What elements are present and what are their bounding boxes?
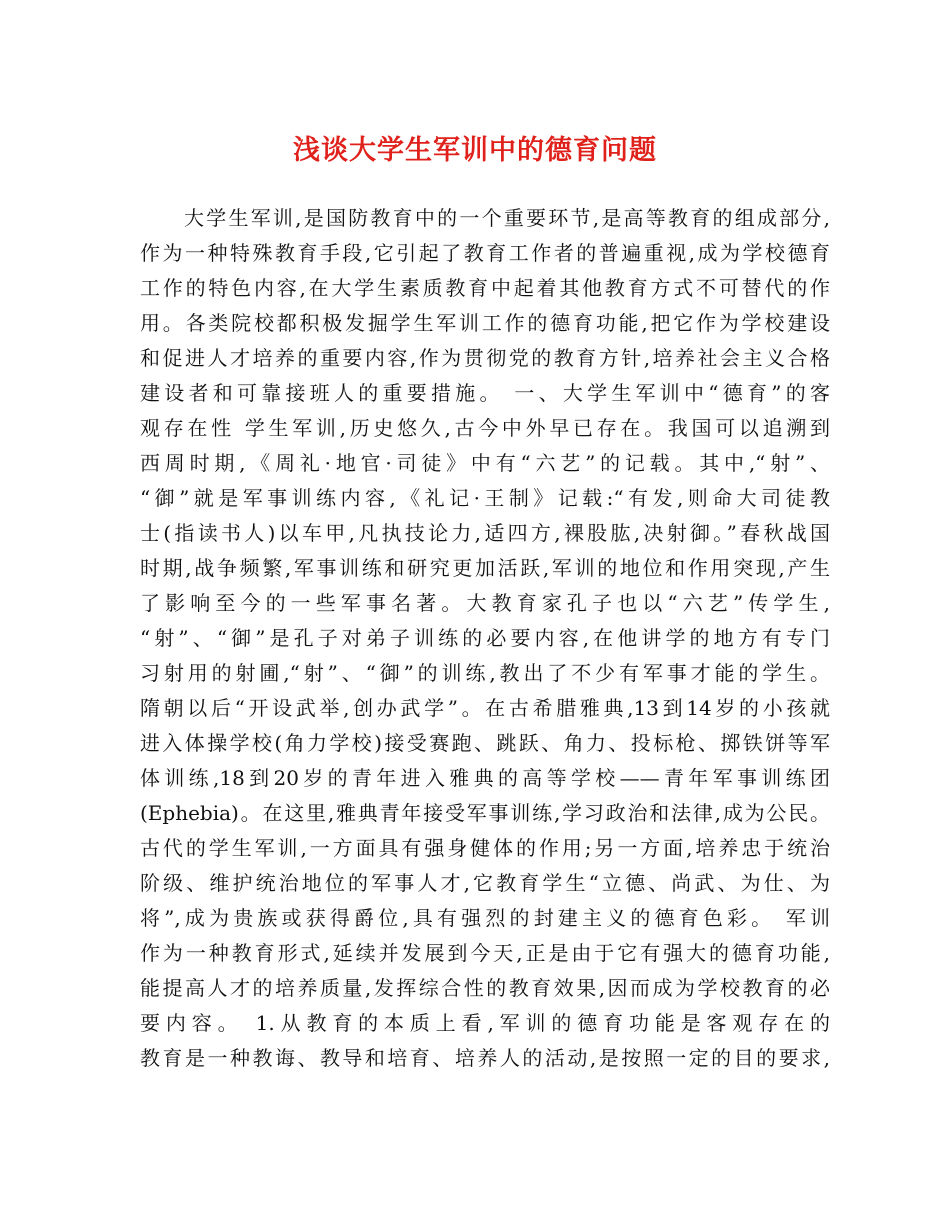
text-line: 隋朝以后“开设武举,创办武学”。在古希腊雅典,13到14岁的小孩就 [140, 696, 830, 720]
text-line: 古代的学生军训,一方面具有强身健体的作用;另一方面,培养忠于统治 [140, 836, 830, 860]
text-line: 建设者和可靠接班人的重要措施。 一、大学生军训中“德育”的客 [140, 381, 830, 405]
text-line: (Ephebia)。在这里,雅典青年接受军事训练,学习政治和法律,成为公民。 [140, 801, 830, 825]
text-line: 教育是一种教诲、教导和培育、培养人的活动,是按照一定的目的要求, [140, 1046, 830, 1070]
text-line: 观存在性 学生军训,历史悠久,古今中外早已存在。我国可以追溯到 [140, 416, 830, 440]
text-line: 了影响至今的一些军事名著。大教育家孔子也以“六艺”传学生, [140, 591, 830, 615]
text-line: “御”就是军事训练内容,《礼记·王制》记载:“有发,则命大司徒教 [140, 486, 830, 510]
text-line: 要内容。 1.从教育的本质上看,军训的德育功能是客观存在的 [140, 1011, 830, 1035]
text-line: 作为一种特殊教育手段,它引起了教育工作者的普遍重视,成为学校德育 [140, 241, 830, 265]
text-line: 用。各类院校都积极发掘学生军训工作的德育功能,把它作为学校建设 [140, 311, 830, 335]
article-body [140, 201, 830, 1076]
text-line: 和促进人才培养的重要内容,作为贯彻党的教育方针,培养社会主义合格 [140, 346, 830, 370]
text-line: 将”,成为贵族或获得爵位,具有强烈的封建主义的德育色彩。 军训 [140, 906, 830, 930]
text-line: 工作的特色内容,在大学生素质教育中起着其他教育方式不可替代的作 [140, 276, 830, 300]
text-line: 习射用的射圃,“射”、“御”的训练,教出了不少有军事才能的学生。 [140, 661, 830, 685]
text-line: 时期,战争频繁,军事训练和研究更加活跃,军训的地位和作用突现,产生 [140, 556, 830, 580]
text-line: 体训练,18到20岁的青年进入雅典的高等学校——青年军事训练团 [140, 766, 830, 790]
text-line: 阶级、维护统治地位的军事人才,它教育学生“立德、尚武、为仕、为 [140, 871, 830, 895]
text-line: 作为一种教育形式,延续并发展到今天,正是由于它有强大的德育功能, [140, 941, 830, 965]
text-line: 大学生军训,是国防教育中的一个重要环节,是高等教育的组成部分, [184, 206, 830, 230]
text-line: 西周时期,《周礼·地官·司徒》中有“六艺”的记载。其中,“射”、 [140, 451, 830, 475]
page-title: 浅谈大学生军训中的德育问题 [293, 135, 657, 166]
text-line: 士(指读书人)以车甲,凡执技论力,适四方,裸股肱,决射御。”春秋战国 [140, 521, 830, 545]
text-line: 能提高人才的培养质量,发挥综合性的教育效果,因而成为学校教育的必 [140, 976, 830, 1000]
text-line: “射”、“御”是孔子对弟子训练的必要内容,在他讲学的地方有专门 [140, 626, 830, 650]
text-line: 进入体操学校(角力学校)接受赛跑、跳跃、角力、投标枪、掷铁饼等军 [140, 731, 830, 755]
